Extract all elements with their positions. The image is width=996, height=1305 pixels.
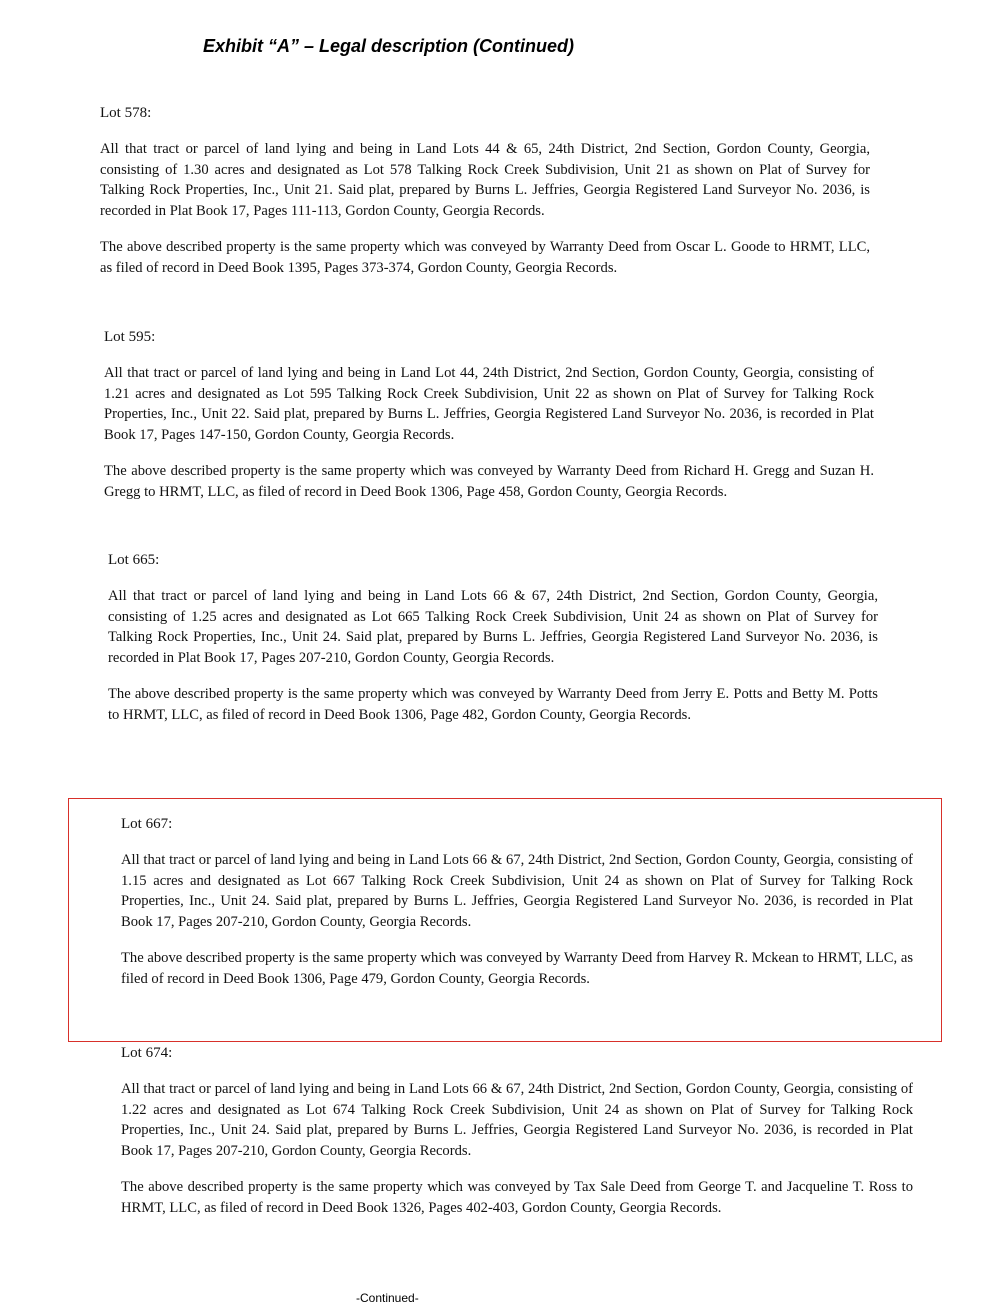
tract-description: All that tract or parcel of land lying and being in Land Lot 44, 24th District, 2nd Section, Gordon County, Georgia, consisting of 1.21 acres and designated as Lot 595 Talking Rock Creek Subdivision, Unit 22 as shown on Plat of Survey for Talking Rock Properties, Inc., Unit 22. Said plat, prepared by Burns L. Jeffries, Georgia Registered Land Surveyor No. 2036, is recorded in Plat Book 17, Pages 147-150, Gordon County, Georgia Records. <box>104 365 874 443</box>
lot-heading: Lot 667: <box>121 816 173 832</box>
lot-section-highlighted <box>121 815 913 1005</box>
conveyance-description: The above described property is the same property which was conveyed by Warranty Deed from Harvey R. Mckean to HRMT, LLC, as filed of record in Deed Book 1306, Page 479, Gordon County, Georgia Records. <box>121 950 913 987</box>
tract-description: All that tract or parcel of land lying and being in Land Lots 44 & 65, 24th District, 2nd Section, Gordon County, Georgia, consisting of 1.30 acres and designated as Lot 578 Talking Rock Creek Subdivision, Unit 21 as shown on Plat of Survey for Talking Rock Properties, Inc., Unit 21. Said plat, prepared by Burns L. Jeffries, Georgia Registered Land Surveyor No. 2036, is recorded in Plat Book 17, Pages 111-113, Gordon County, Georgia Records. <box>100 141 870 219</box>
lot-section <box>108 551 878 741</box>
lot-section <box>100 104 870 294</box>
conveyance-description: The above described property is the same property which was conveyed by Tax Sale Deed from George T. and Jacqueline T. Ross to HRMT, LLC, as filed of record in Deed Book 1326, Pages 402-403, Gordon County, Georgia Records. <box>121 1179 913 1216</box>
tract-description: All that tract or parcel of land lying and being in Land Lots 66 & 67, 24th District, 2nd Section, Gordon County, Georgia, consisting of 1.22 acres and designated as Lot 674 Talking Rock Creek Subdivision, Unit 24 as shown on Plat of Survey for Talking Rock Properties, Inc., Unit 24. Said plat, prepared by Burns L. Jeffries, Georgia Registered Land Surveyor No. 2036, is recorded in Plat Book 17, Pages 207-210, Gordon County, Georgia Records. <box>121 1081 913 1159</box>
conveyance-description: The above described property is the same property which was conveyed by Warranty Deed from Oscar L. Goode to HRMT, LLC, as filed of record in Deed Book 1395, Pages 373-374, Gordon County, Georgia Records. <box>100 239 870 276</box>
tract-description: All that tract or parcel of land lying and being in Land Lots 66 & 67, 24th District, 2nd Section, Gordon County, Georgia, consisting of 1.15 acres and designated as Lot 667 Talking Rock Creek Subdivision, Unit 24 as shown on Plat of Survey for Talking Rock Properties, Inc., Unit 24. Said plat, prepared by Burns L. Jeffries, Georgia Registered Land Surveyor No. 2036, is recorded in Plat Book 17, Pages 207-210, Gordon County, Georgia Records. <box>121 852 913 930</box>
lot-section <box>121 1044 913 1234</box>
continued-footer: -Continued- <box>356 1291 419 1305</box>
lot-heading: Lot 674: <box>121 1045 173 1061</box>
lot-heading: Lot 595: <box>104 329 156 345</box>
lot-heading: Lot 578: <box>100 105 152 121</box>
conveyance-description: The above described property is the same property which was conveyed by Warranty Deed from Jerry E. Potts and Betty M. Potts to HRMT, LLC, as filed of record in Deed Book 1306, Page 482, Gordon County, Georgia Records. <box>108 686 878 723</box>
conveyance-description: The above described property is the same property which was conveyed by Warranty Deed from Richard H. Gregg and Suzan H. Gregg to HRMT, LLC, as filed of record in Deed Book 1306, Page 458, Gordon County, Georgia Records. <box>104 463 874 500</box>
lot-heading: Lot 665: <box>108 552 160 568</box>
page-title: Exhibit “A” – Legal description (Continued) <box>203 36 575 56</box>
tract-description: All that tract or parcel of land lying and being in Land Lots 66 & 67, 24th District, 2nd Section, Gordon County, Georgia, consisting of 1.25 acres and designated as Lot 665 Talking Rock Creek Subdivision, Unit 24 as shown on Plat of Survey for Talking Rock Properties, Inc., Unit 24. Said plat, prepared by Burns L. Jeffries, Georgia Registered Land Surveyor No. 2036, is recorded in Plat Book 17, Pages 207-210, Gordon County, Georgia Records. <box>108 588 878 666</box>
lot-section <box>104 328 874 518</box>
